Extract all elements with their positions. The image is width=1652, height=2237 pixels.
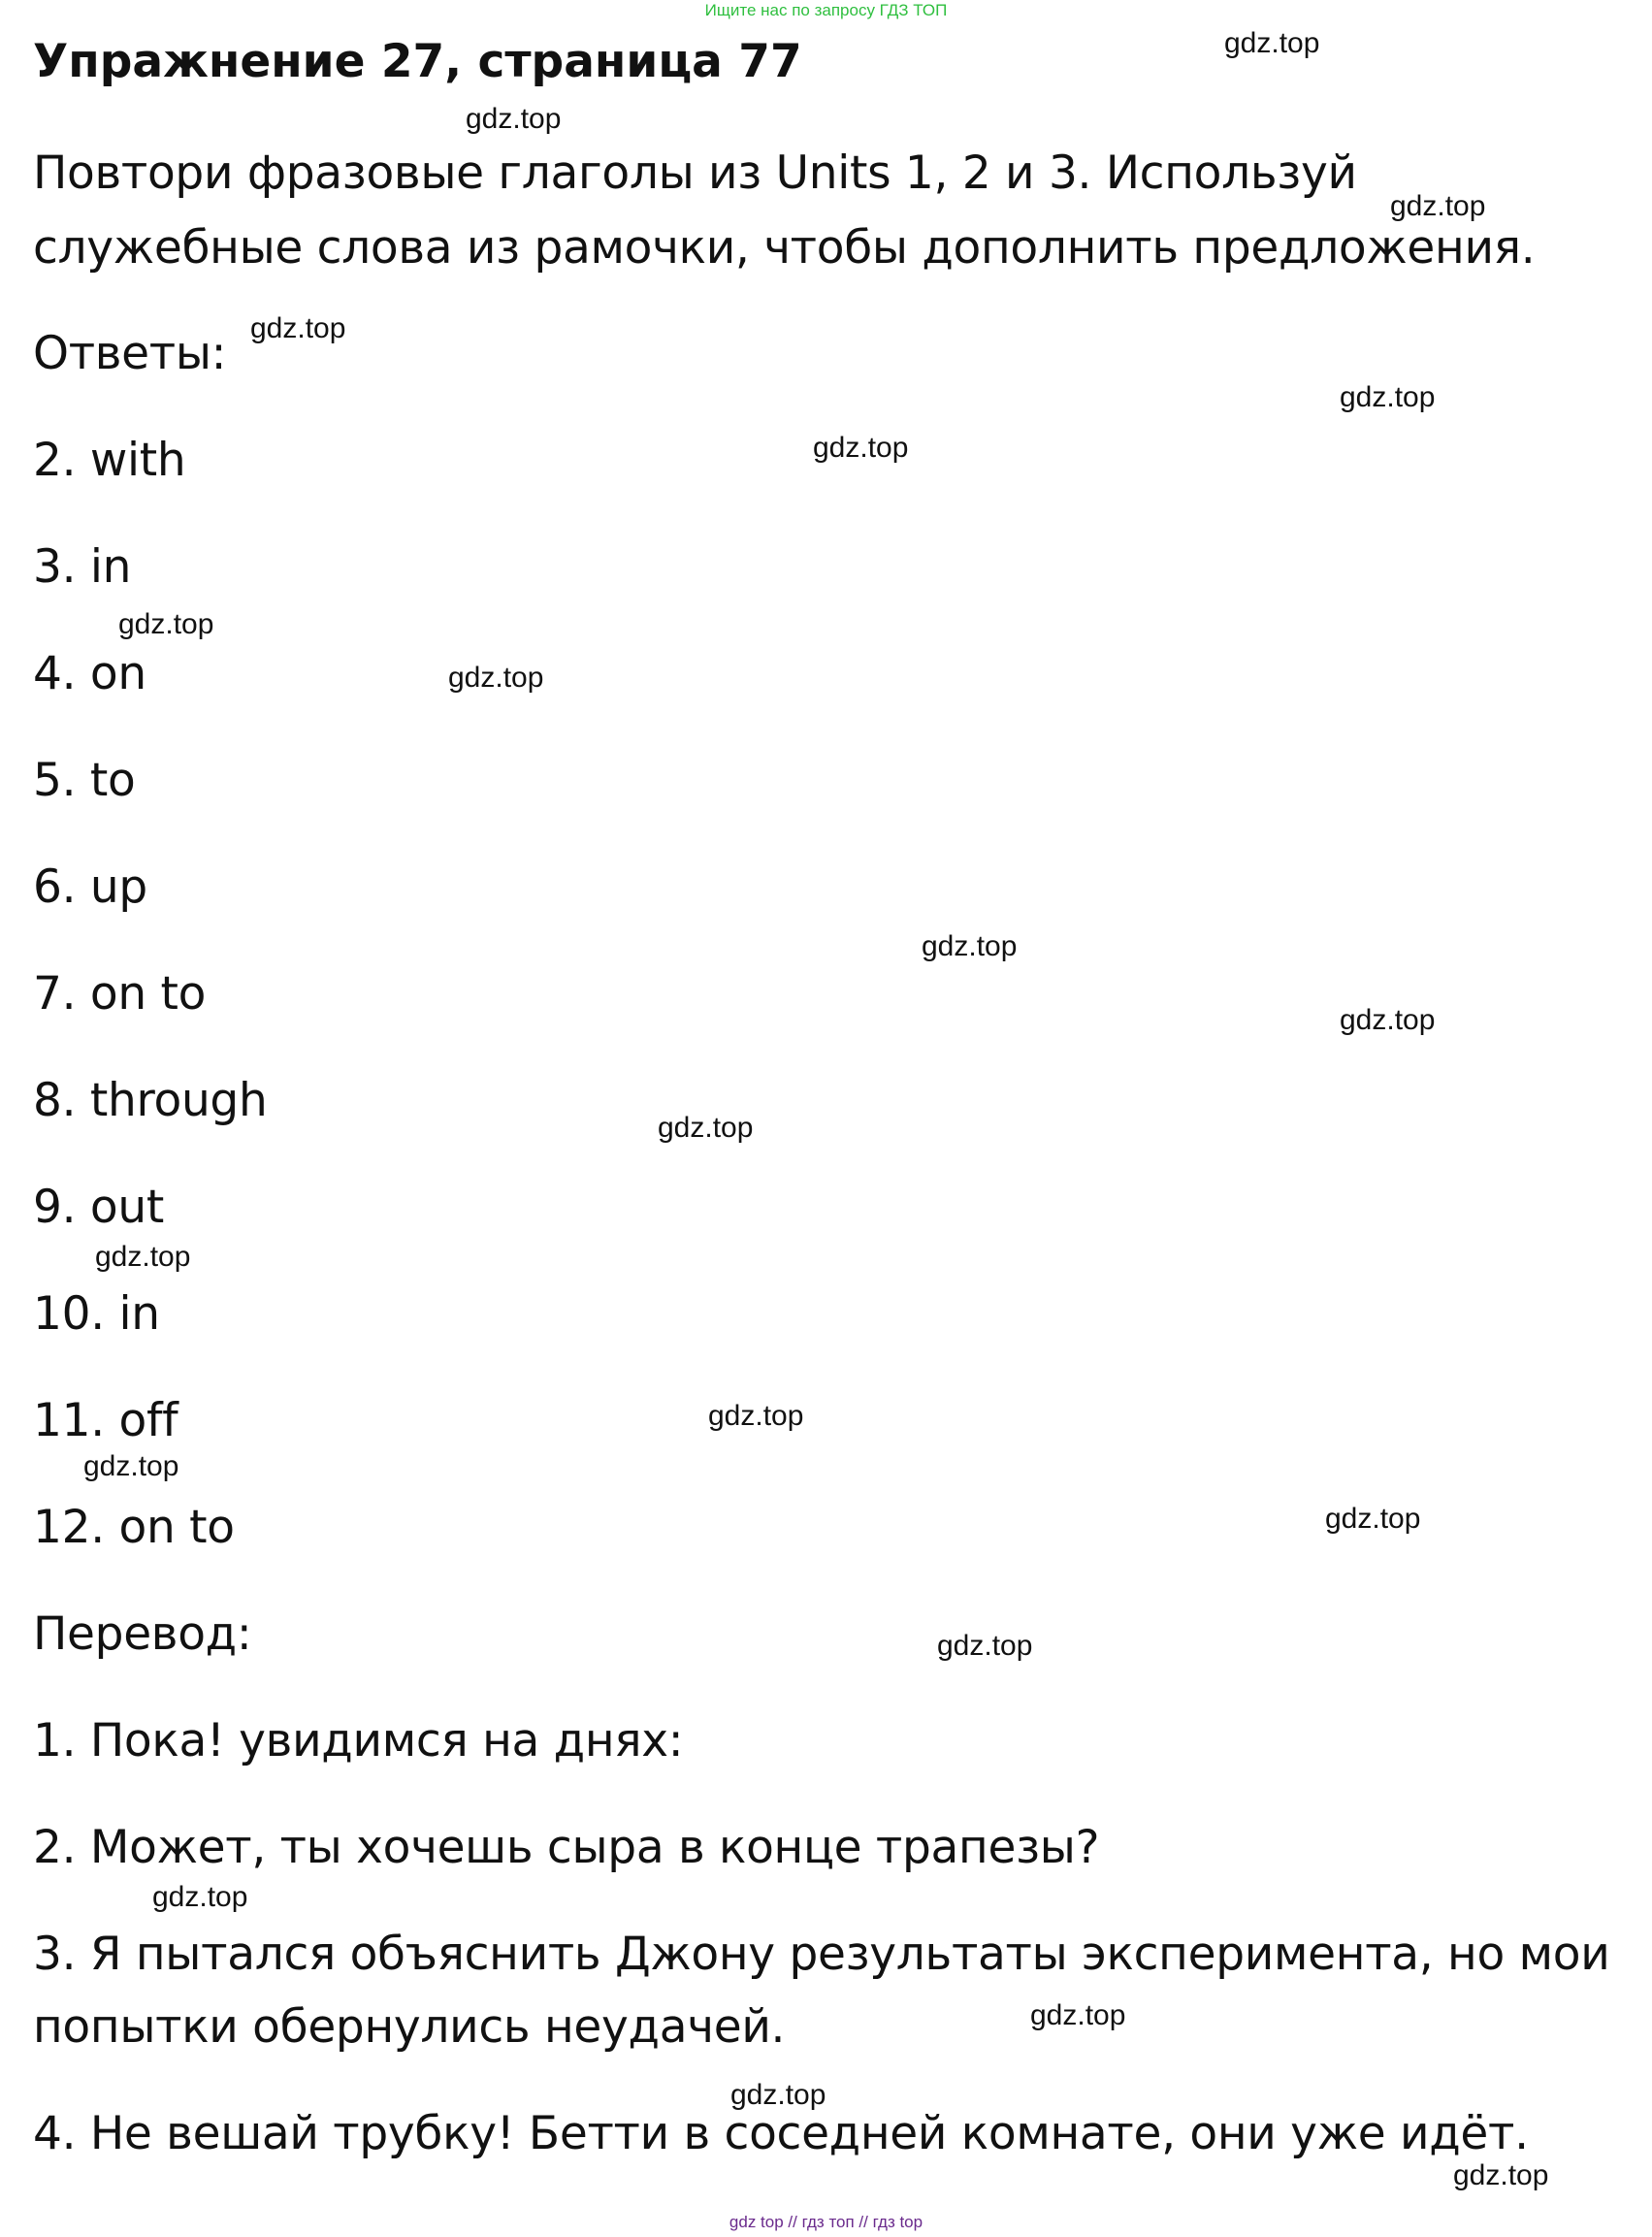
watermark: gdz.top <box>448 662 544 694</box>
task-line-1: Повтори фразовые глаголы из Units 1, 2 и 3. Используй <box>33 146 1357 200</box>
watermark: gdz.top <box>730 2079 826 2111</box>
page-title: Упражнение 27, страница 77 <box>33 35 802 88</box>
answer-item: 4. on <box>33 647 146 700</box>
answer-item: 2. with <box>33 434 186 487</box>
watermark: gdz.top <box>708 1400 804 1432</box>
translation-heading: Перевод: <box>33 1607 252 1661</box>
watermark: gdz.top <box>250 312 346 344</box>
answer-item: 3. in <box>33 540 132 594</box>
answer-item: 8. through <box>33 1074 268 1127</box>
task-line-2: служебные слова из рамочки, чтобы дополнить предложения. <box>33 221 1536 275</box>
watermark: gdz.top <box>118 608 214 640</box>
watermark: gdz.top <box>466 103 562 135</box>
translation-item-3-line-1: 3. Я пытался объяснить Джону результаты эксперимента, но мои <box>33 1928 1610 1981</box>
watermark: gdz.top <box>1390 190 1486 222</box>
answer-item: 6. up <box>33 860 147 914</box>
answers-heading: Ответы: <box>33 327 227 380</box>
watermark: gdz.top <box>813 432 909 464</box>
translation-item-2: 2. Может, ты хочешь сыра в конце трапезы? <box>33 1821 1100 1874</box>
translation-item-1: 1. Пока! увидимся на днях: <box>33 1714 684 1767</box>
watermark: gdz.top <box>152 1881 248 1913</box>
top-banner[interactable]: Ищите нас по запросу ГДЗ ТОП <box>704 1 948 19</box>
answer-item: 7. on to <box>33 967 207 1021</box>
watermark: gdz.top <box>1453 2159 1549 2191</box>
watermark: gdz.top <box>937 1630 1033 1662</box>
answer-item: 10. in <box>33 1287 160 1341</box>
footer-links[interactable]: gdz top // гдз топ // гдз top <box>729 2213 923 2231</box>
watermark: gdz.top <box>83 1450 179 1482</box>
translation-item-3-line-2: попытки обернулись неудачей. <box>33 2000 786 2054</box>
task-instruction <box>33 136 1624 285</box>
watermark: gdz.top <box>1325 1503 1421 1535</box>
watermark: gdz.top <box>1340 1004 1436 1036</box>
answer-item: 11. off <box>33 1394 178 1447</box>
watermark: gdz.top <box>1030 1999 1126 2031</box>
answer-item: 12. on to <box>33 1501 235 1554</box>
watermark: gdz.top <box>922 930 1018 962</box>
translation-item-4: 4. Не вешай трубку! Бетти в соседней комнате, они уже идёт. <box>33 2107 1529 2160</box>
watermark: gdz.top <box>95 1241 191 1273</box>
watermark: gdz.top <box>1340 381 1436 413</box>
answer-item: 5. to <box>33 754 136 807</box>
answer-item: 9. out <box>33 1181 164 1234</box>
watermark: gdz.top <box>1224 27 1320 59</box>
watermark: gdz.top <box>658 1112 754 1144</box>
